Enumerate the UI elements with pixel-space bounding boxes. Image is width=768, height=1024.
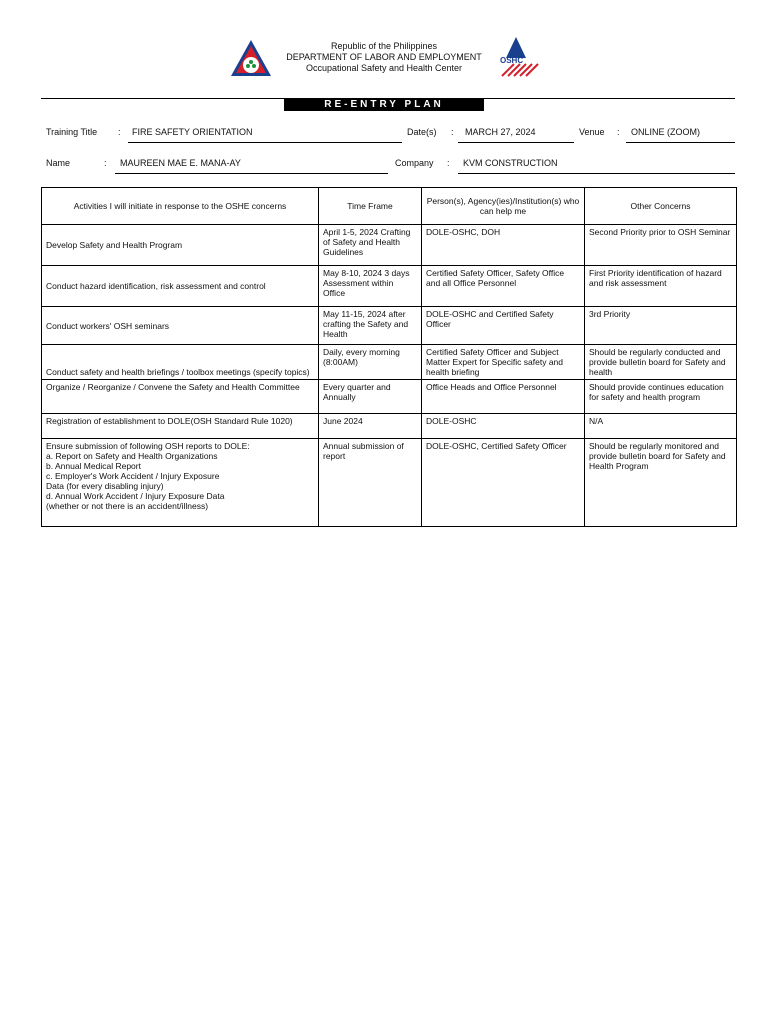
activity-cell: Conduct hazard identification, risk assessment and control (42, 266, 319, 307)
dates-underline (458, 142, 574, 143)
persons-cell: Certified Safety Officer, Safety Office and all Office Personnel (422, 266, 585, 307)
persons-cell: DOLE-OSHC, Certified Safety Officer (422, 439, 585, 527)
oshc-logo-icon (496, 36, 542, 78)
department-line: DEPARTMENT OF LABOR AND EMPLOYMENT (286, 52, 482, 62)
name-underline (115, 173, 388, 174)
persons-cell: DOLE-OSHC and Certified Safety Officer (422, 307, 585, 345)
other-concerns-cell: First Priority identification of hazard and risk assessment (585, 266, 737, 307)
colon: : (451, 127, 454, 137)
header-time-frame: Time Frame (319, 188, 422, 225)
dates-value: MARCH 27, 2024 (465, 127, 536, 137)
colon: : (617, 127, 620, 137)
time-frame-cell: April 1-5, 2024 Crafting of Safety and Health Guidelines (319, 225, 422, 266)
table-row (42, 414, 737, 439)
table-header-row (42, 188, 737, 225)
activity-cell: Conduct workers' OSH seminars (42, 307, 319, 345)
activity-cell: Conduct safety and health briefings / toolbox meetings (specify topics) (42, 345, 319, 380)
table-row (42, 266, 737, 307)
activity-cell: Registration of establishment to DOLE(OSH Standard Rule 1020) (42, 414, 319, 439)
colon: : (104, 158, 107, 168)
time-frame-cell: Annual submission of report (319, 439, 422, 527)
company-label: Company (395, 158, 434, 168)
dates-label: Date(s) (407, 127, 437, 137)
persons-cell: Office Heads and Office Personnel (422, 380, 585, 414)
table-row (42, 225, 737, 266)
persons-cell: Certified Safety Officer and Subject Matter Expert for Specific safety and health briefing (422, 345, 585, 380)
dole-logo-icon (229, 38, 273, 78)
table-row (42, 439, 737, 527)
other-concerns-cell: Should be regularly monitored and provide bulletin board for Safety and Health Program (585, 439, 737, 527)
name-value: MAUREEN MAE E. MANA-AY (120, 158, 241, 168)
training-title-value: FIRE SAFETY ORIENTATION (132, 127, 253, 137)
other-concerns-cell: 3rd Priority (585, 307, 737, 345)
other-concerns-cell: Second Priority prior to OSH Seminar (585, 225, 737, 266)
other-concerns-cell: Should provide continues education for safety and health program (585, 380, 737, 414)
name-label: Name (46, 158, 71, 168)
other-concerns-cell: N/A (585, 414, 737, 439)
time-frame-cell: Every quarter and Annually (319, 380, 422, 414)
table-row (42, 307, 737, 345)
time-frame-cell: June 2024 (319, 414, 422, 439)
activity-cell: Develop Safety and Health Program (42, 225, 319, 266)
document-header (0, 36, 768, 80)
time-frame-cell: May 11-15, 2024 after crafting the Safety and Health (319, 307, 422, 345)
re-entry-plan-table (41, 187, 737, 527)
oshc-logo-text: OSHC (500, 56, 524, 65)
training-title-underline (128, 142, 402, 143)
venue-value: ONLINE (ZOOM) (631, 127, 700, 137)
header-other-concerns: Other Concerns (585, 188, 737, 225)
company-underline (458, 173, 735, 174)
venue-label: Venue (579, 127, 605, 137)
persons-cell: DOLE-OSHC, DOH (422, 225, 585, 266)
document-title: RE-ENTRY PLAN (284, 99, 484, 111)
table-row (42, 345, 737, 380)
venue-underline (626, 142, 735, 143)
table-row (42, 380, 737, 414)
time-frame-cell: May 8-10, 2024 3 days Assessment within Office (319, 266, 422, 307)
company-value: KVM CONSTRUCTION (463, 158, 558, 168)
header-persons: Person(s), Agency(ies)/Institution(s) who can help me (422, 188, 585, 225)
persons-cell: DOLE-OSHC (422, 414, 585, 439)
time-frame-cell: Daily, every morning (8:00AM) (319, 345, 422, 380)
header-activities: Activities I will initiate in response to the OSHE concerns (42, 188, 319, 225)
training-title-label: Training Title (46, 127, 98, 137)
other-concerns-cell: Should be regularly conducted and provide bulletin board for Safety and health (585, 345, 737, 380)
center-line: Occupational Safety and Health Center (305, 63, 463, 73)
colon: : (118, 127, 121, 137)
colon: : (447, 158, 450, 168)
agency-heading (280, 41, 488, 74)
activity-cell: Organize / Reorganize / Convene the Safety and Health Committee (42, 380, 319, 414)
activity-cell: Ensure submission of following OSH reports to DOLE: a. Report on Safety and Health Organizations b. Annual Medical Report c. Employer's Work Accident / Injury Exposure Data (for every disabling injury) d. Annual Work Accident / Injury Exposure Data (whether or not there is an accident/illness) (42, 439, 319, 527)
republic-line: Republic of the Philippines (330, 41, 438, 51)
